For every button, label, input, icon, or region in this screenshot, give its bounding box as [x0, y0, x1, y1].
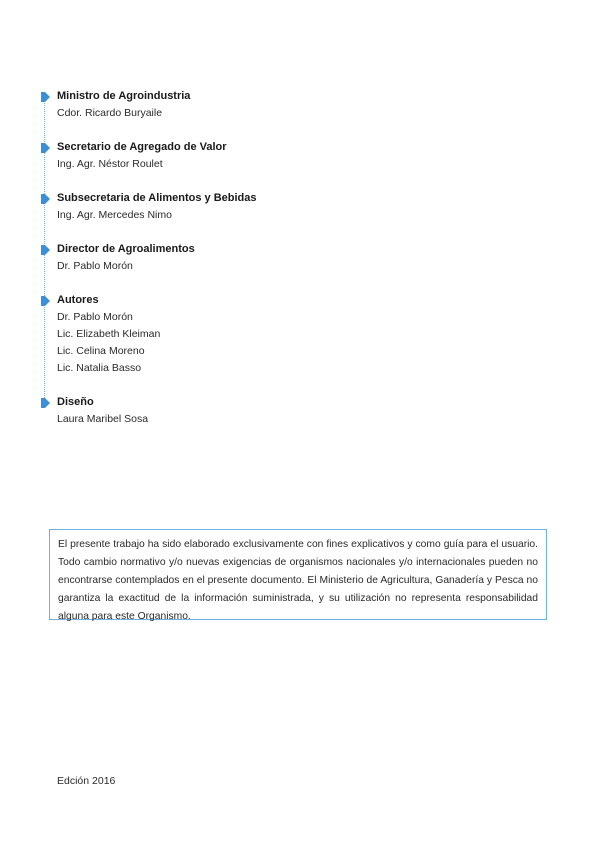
person-name: Ing. Agr. Néstor Roulet — [57, 158, 163, 170]
arrow-marker-icon — [40, 143, 50, 153]
disclaimer-text: El presente trabajo ha sido elaborado exclusivamente con fines explicativos y como guía para el usuario. Todo cambio normativo y/o nuevas exigencias de organismos nacionales y/o internacionales pueden no encontrarse contemplados en el presente documento. El Ministerio de Agricultura, Ganadería y Pesca no garantiza la exactitud de la información suministrada, y su utilización no representa responsabilidad alguna para este Organismo. — [58, 539, 538, 622]
arrow-marker-icon — [40, 296, 50, 306]
section-title: Director de Agroalimentos — [57, 243, 195, 255]
section-title: Subsecretaria de Alimentos y Bebidas — [57, 192, 257, 204]
arrow-marker-icon — [40, 194, 50, 204]
credit-section-secretary — [38, 139, 358, 173]
edition-label: Edción 2016 — [57, 775, 116, 787]
section-title: Diseño — [57, 396, 94, 408]
person-name: Ing. Agr. Mercedes Nimo — [57, 209, 172, 221]
arrow-marker-icon — [40, 398, 50, 408]
person-name: Dr. Pablo Morón — [57, 260, 133, 272]
section-title: Autores — [57, 294, 99, 306]
person-name: Cdor. Ricardo Buryaile — [57, 107, 163, 119]
credit-section-undersecretary — [38, 190, 358, 224]
person-name: Dr. Pablo Morón — [57, 311, 133, 323]
credit-section-authors — [38, 292, 358, 377]
person-name: Laura Maribel Sosa — [57, 413, 149, 425]
credits-list — [38, 88, 358, 445]
credit-section-design — [38, 394, 358, 428]
section-title: Ministro de Agroindustria — [57, 90, 191, 102]
arrow-marker-icon — [40, 92, 50, 102]
person-name: Lic. Natalia Basso — [57, 362, 142, 374]
disclaimer-box — [49, 529, 547, 620]
credit-section-minister — [38, 88, 358, 122]
arrow-marker-icon — [40, 245, 50, 255]
person-name: Lic. Celina Moreno — [57, 345, 145, 357]
person-name: Lic. Elizabeth Kleiman — [57, 328, 161, 340]
section-title: Secretario de Agregado de Valor — [57, 141, 227, 153]
credit-section-director — [38, 241, 358, 275]
